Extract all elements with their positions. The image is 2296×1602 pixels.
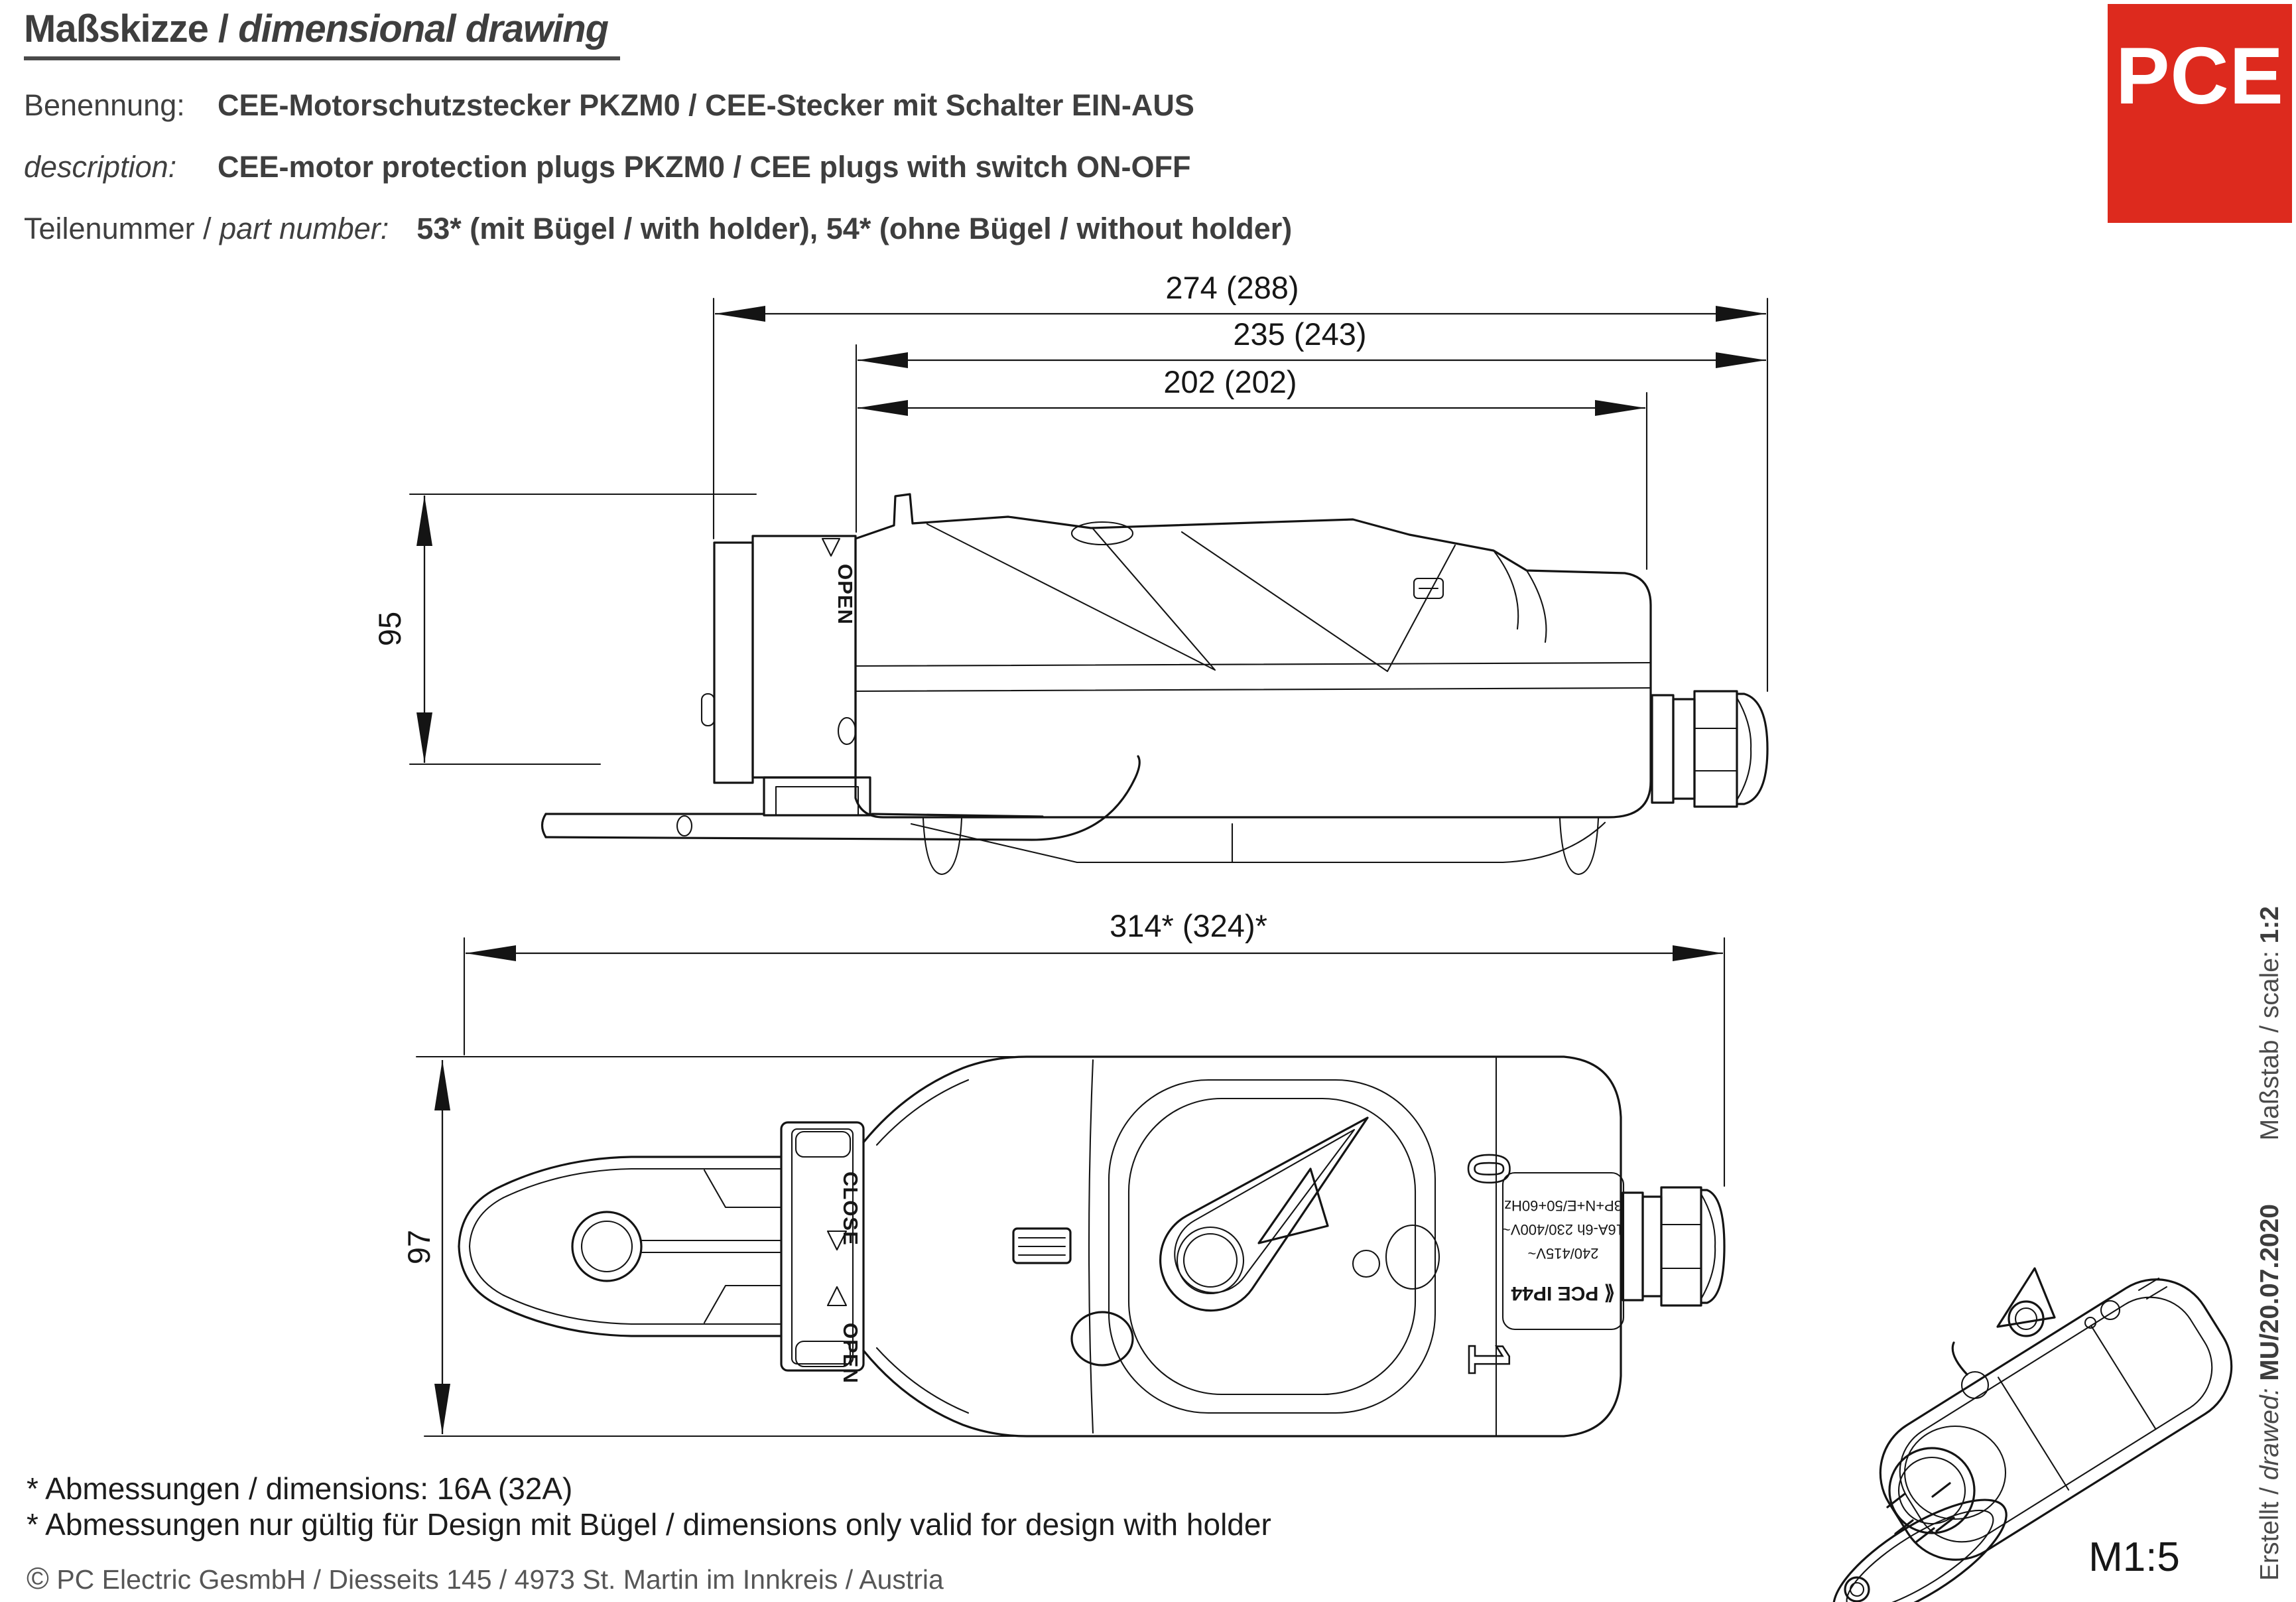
- plug-body-top: [863, 1057, 1621, 1436]
- copyright-text: PC Electric GesmbH / Diesseits 145 / 4973 St. Martin im Innkreis / Austria: [56, 1564, 944, 1595]
- iso-scale-label: M1:5: [2088, 1534, 2180, 1580]
- open-label-side: OPEN: [834, 564, 857, 625]
- rating-line-1: 3P+N+E/50+60Hz: [1504, 1197, 1622, 1214]
- rating-line-4: ⟪ PCE IP44: [1511, 1282, 1616, 1304]
- created-label: Erstellt /: [2256, 1480, 2284, 1581]
- title-block: [2256, 906, 2284, 1581]
- dim-274-label: 274 (288): [1165, 270, 1299, 305]
- open-label-top: OPEN: [839, 1323, 862, 1384]
- pce-logo-text: PCE: [2116, 31, 2284, 121]
- dim-314-label: 314* (324)*: [1110, 908, 1267, 943]
- rating-label: [1502, 1173, 1624, 1329]
- dim-95-label: 95: [372, 611, 407, 647]
- description-value: CEE-motor protection plugs PKZM0 / CEE plugs with switch ON-OFF: [218, 150, 1191, 184]
- dim-314: [464, 908, 1724, 1186]
- holder-bracket-side: [542, 756, 1140, 840]
- dim-235-label: 235 (243): [1233, 316, 1367, 352]
- switch-position-off: 0: [1456, 1152, 1522, 1185]
- dim-235: [856, 316, 1766, 532]
- dim-97-label: 97: [401, 1229, 436, 1265]
- open-annotation-side: [822, 539, 857, 625]
- created-label-en: drawed:: [2256, 1388, 2284, 1481]
- side-view: [372, 270, 1767, 874]
- rating-line-2: 16A-6h 230/400V~: [1501, 1221, 1625, 1238]
- collar-top: [781, 1122, 863, 1384]
- copyright: [27, 1560, 944, 1596]
- footnote-2: * Abmessungen nur gültig für Design mit Bügel / dimensions only valid for design with holder: [27, 1506, 1271, 1542]
- copyright-icon: ©: [27, 1561, 49, 1595]
- description-label: description:: [24, 150, 177, 184]
- created-value: MU/20.07.2020: [2256, 1204, 2284, 1381]
- dim-97: [401, 1060, 442, 1434]
- top-view: [401, 908, 1724, 1436]
- part-number-label: Teilenummer / part number:: [24, 212, 389, 245]
- cable-gland-top: [1623, 1187, 1724, 1305]
- switch-lever: [1161, 1118, 1439, 1311]
- cable-gland-side: [1652, 691, 1767, 807]
- dim-202-label: 202 (202): [1163, 364, 1297, 399]
- part-number-value: 53* (mit Bügel / with holder), 54* (ohne Bügel / without holder): [416, 212, 1293, 245]
- scale-value: 1:2: [2256, 906, 2284, 944]
- iso-view: [1817, 1258, 2253, 1602]
- holder-bracket-top: [459, 1157, 781, 1336]
- dim-202: [858, 364, 1647, 569]
- page-title-en: dimensional drawing: [238, 7, 609, 50]
- switch-position-on: 1: [1456, 1342, 1522, 1375]
- page-title-de: Maßskizze /: [24, 7, 239, 50]
- dim-95: [372, 494, 756, 764]
- scale-label: Maßstab / scale:: [2256, 951, 2284, 1141]
- plug-body-side: [856, 494, 1651, 874]
- plug-pins: [1887, 1483, 1954, 1542]
- footnote-1: * Abmessungen / dimensions: 16A (32A): [27, 1471, 573, 1506]
- benennung-value: CEE-Motorschutzstecker PKZM0 / CEE-Stecker mit Schalter EIN-AUS: [218, 88, 1194, 122]
- footnotes: [27, 1471, 1271, 1543]
- benennung-label: Benennung:: [24, 88, 185, 122]
- close-label-top: CLOSE: [839, 1171, 862, 1246]
- rating-line-3: 240/415V~: [1527, 1245, 1599, 1262]
